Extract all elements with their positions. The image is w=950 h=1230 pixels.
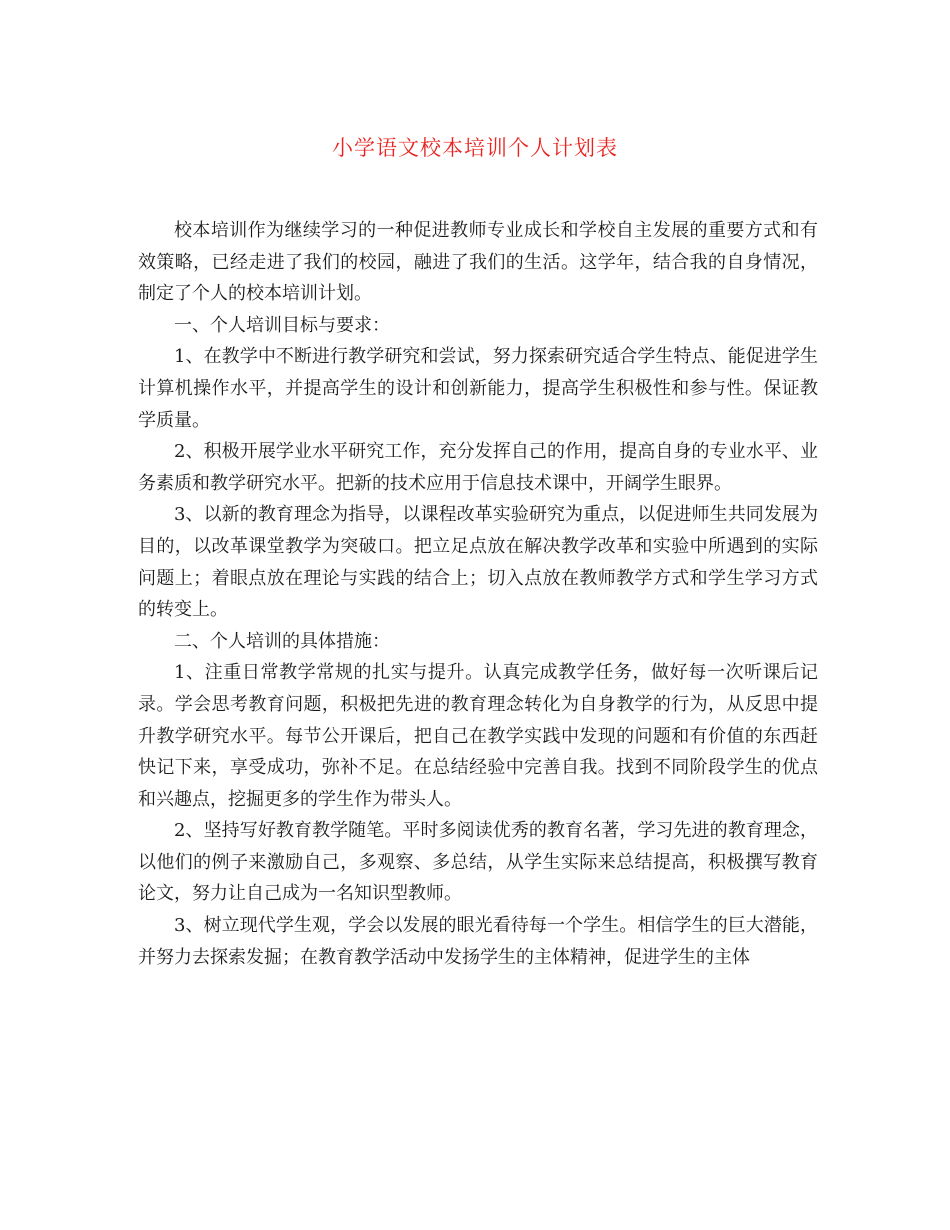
paragraph-goal-2: 2、积极开展学业水平研究工作，充分发挥自己的作用，提高自身的专业水平、业务素质和教学研究水平。把新的技术应用于信息技术课中，开阔学生眼界。 — [138, 441, 818, 494]
section-heading-1: 一、个人培训目标与要求： — [174, 314, 390, 336]
paragraph-goal-1: 1、在教学中不断进行教学研究和尝试，努力探索研究适合学生特点、能促进学生计算机操作水平，并提高学生的设计和创新能力，提高学生积极性和参与性。保证教学质量。 — [138, 346, 818, 431]
document-title: 小学语文校本培训个人计划表 — [332, 136, 618, 160]
document-body — [138, 215, 818, 973]
section-heading-2: 二、个人培训的具体措施： — [174, 630, 390, 652]
paragraph-measure-1: 1、注重日常教学常规的扎实与提升。认真完成教学任务，做好每一次听课后记录。学会思考教育问题，积极把先进的教育理念转化为自身教学的行为，从反思中提升教学研究水平。每节公开课后，把自己在教学实践中发现的问题和有价值的东西赶快记下来，享受成功，弥补不足。在总结经验中完善自我。找到不同阶段学生的优点和兴趣点，挖掘更多的学生作为带头人。 — [138, 662, 818, 810]
paragraph-goal-3: 3、以新的教育理念为指导，以课程改革实验研究为重点，以促进师生共同发展为目的，以改革课堂教学为突破口。把立足点放在解决教学改革和实验中所遇到的实际问题上；着眼点放在理论与实践的结合上；切入点放在教师教学方式和学生学习方式的转变上。 — [138, 504, 818, 621]
paragraph-measure-3: 3、树立现代学生观，学会以发展的眼光看待每一个学生。相信学生的巨大潜能，并努力去探索发掘；在教育教学活动中发扬学生的主体精神，促进学生的主体 — [138, 915, 818, 968]
paragraph-measure-2: 2、坚持写好教育教学随笔。平时多阅读优秀的教育名著，学习先进的教育理念，以他们的例子来激励自己，多观察、多总结，从学生实际来总结提高，积极撰写教育论文，努力让自己成为一名知识型教师。 — [138, 820, 818, 905]
paragraph-intro: 校本培训作为继续学习的一种促进教师专业成长和学校自主发展的重要方式和有效策略，已经走进了我们的校园，融进了我们的生活。这学年，结合我的自身情况，制定了个人的校本培训计划。 — [138, 220, 818, 305]
